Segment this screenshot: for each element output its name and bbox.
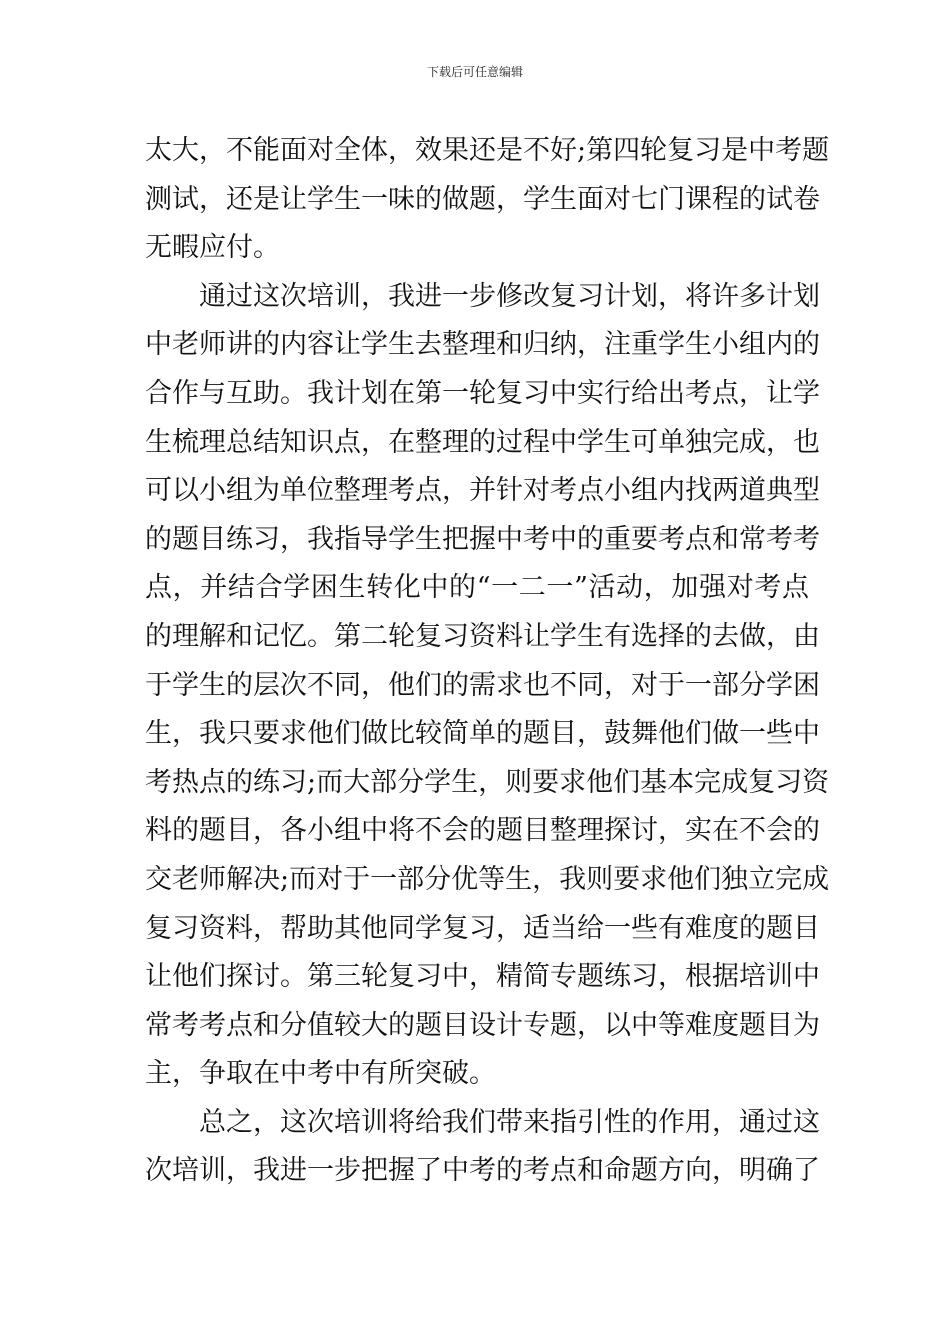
paragraph-line: 的理解和记忆。第二轮复习资料让学生有选择的去做，由	[145, 620, 820, 652]
paragraph-line: 合作与互助。我计划在第一轮复习中实行给出考点，让学	[145, 377, 820, 409]
body-text	[145, 127, 830, 1196]
paragraph-line: 点，并结合学困生转化中的“一二一”活动，加强对考点	[145, 572, 809, 604]
paragraph-line: 次培训，我进一步把握了中考的考点和命题方向，明确了	[145, 1155, 820, 1187]
paragraph-line: 无暇应付。	[145, 232, 280, 264]
paragraph-line: 考热点的练习;而大部分学生，则要求他们基本完成复习资	[145, 766, 830, 798]
paragraph-line: 总之，这次培训将给我们带来指引性的作用，通过这	[199, 1106, 820, 1138]
paragraph-1	[145, 127, 830, 273]
paragraph-line: 生，我只要求他们做比较简单的题目，鼓舞他们做一些中	[145, 718, 820, 750]
paragraph-line: 料的题目，各小组中将不会的题目整理探讨，实在不会的	[145, 815, 820, 847]
page-header-note: 下载后可任意编辑	[426, 65, 523, 79]
paragraph-line: 测试，还是让学生一味的做题，学生面对七门课程的试卷	[145, 183, 820, 215]
paragraph-line: 中老师讲的内容让学生去整理和归纳，注重学生小组内的	[145, 329, 820, 361]
paragraph-line: 复习资料，帮助其他同学复习，适当给一些有难度的题目	[145, 912, 820, 944]
paragraph-line: 生梳理总结知识点，在整理的过程中学生可单独完成，也	[145, 426, 820, 458]
paragraph-line: 通过这次培训，我进一步修改复习计划，将许多计划	[199, 280, 820, 312]
paragraph-line: 可以小组为单位整理考点，并针对考点小组内找两道典型	[145, 475, 820, 507]
paragraph-2	[145, 273, 830, 1099]
paragraph-line: 的题目练习，我指导学生把握中考中的重要考点和常考考	[145, 523, 820, 555]
paragraph-line: 于学生的层次不同，他们的需求也不同，对于一部分学困	[145, 669, 820, 701]
paragraph-line: 太大，不能面对全体，效果还是不好;第四轮复习是中考题	[145, 135, 830, 166]
paragraph-line: 交老师解决;而对于一部分优等生，我则要求他们独立完成	[145, 863, 830, 895]
paragraph-line: 让他们探讨。第三轮复习中，精简专题练习，根据培训中	[145, 961, 820, 993]
paragraph-3	[145, 1099, 820, 1196]
paragraph-line: 主，争取在中考中有所突破。	[145, 1058, 496, 1090]
paragraph-line: 常考考点和分值较大的题目设计专题，以中等难度题目为	[145, 1009, 820, 1041]
